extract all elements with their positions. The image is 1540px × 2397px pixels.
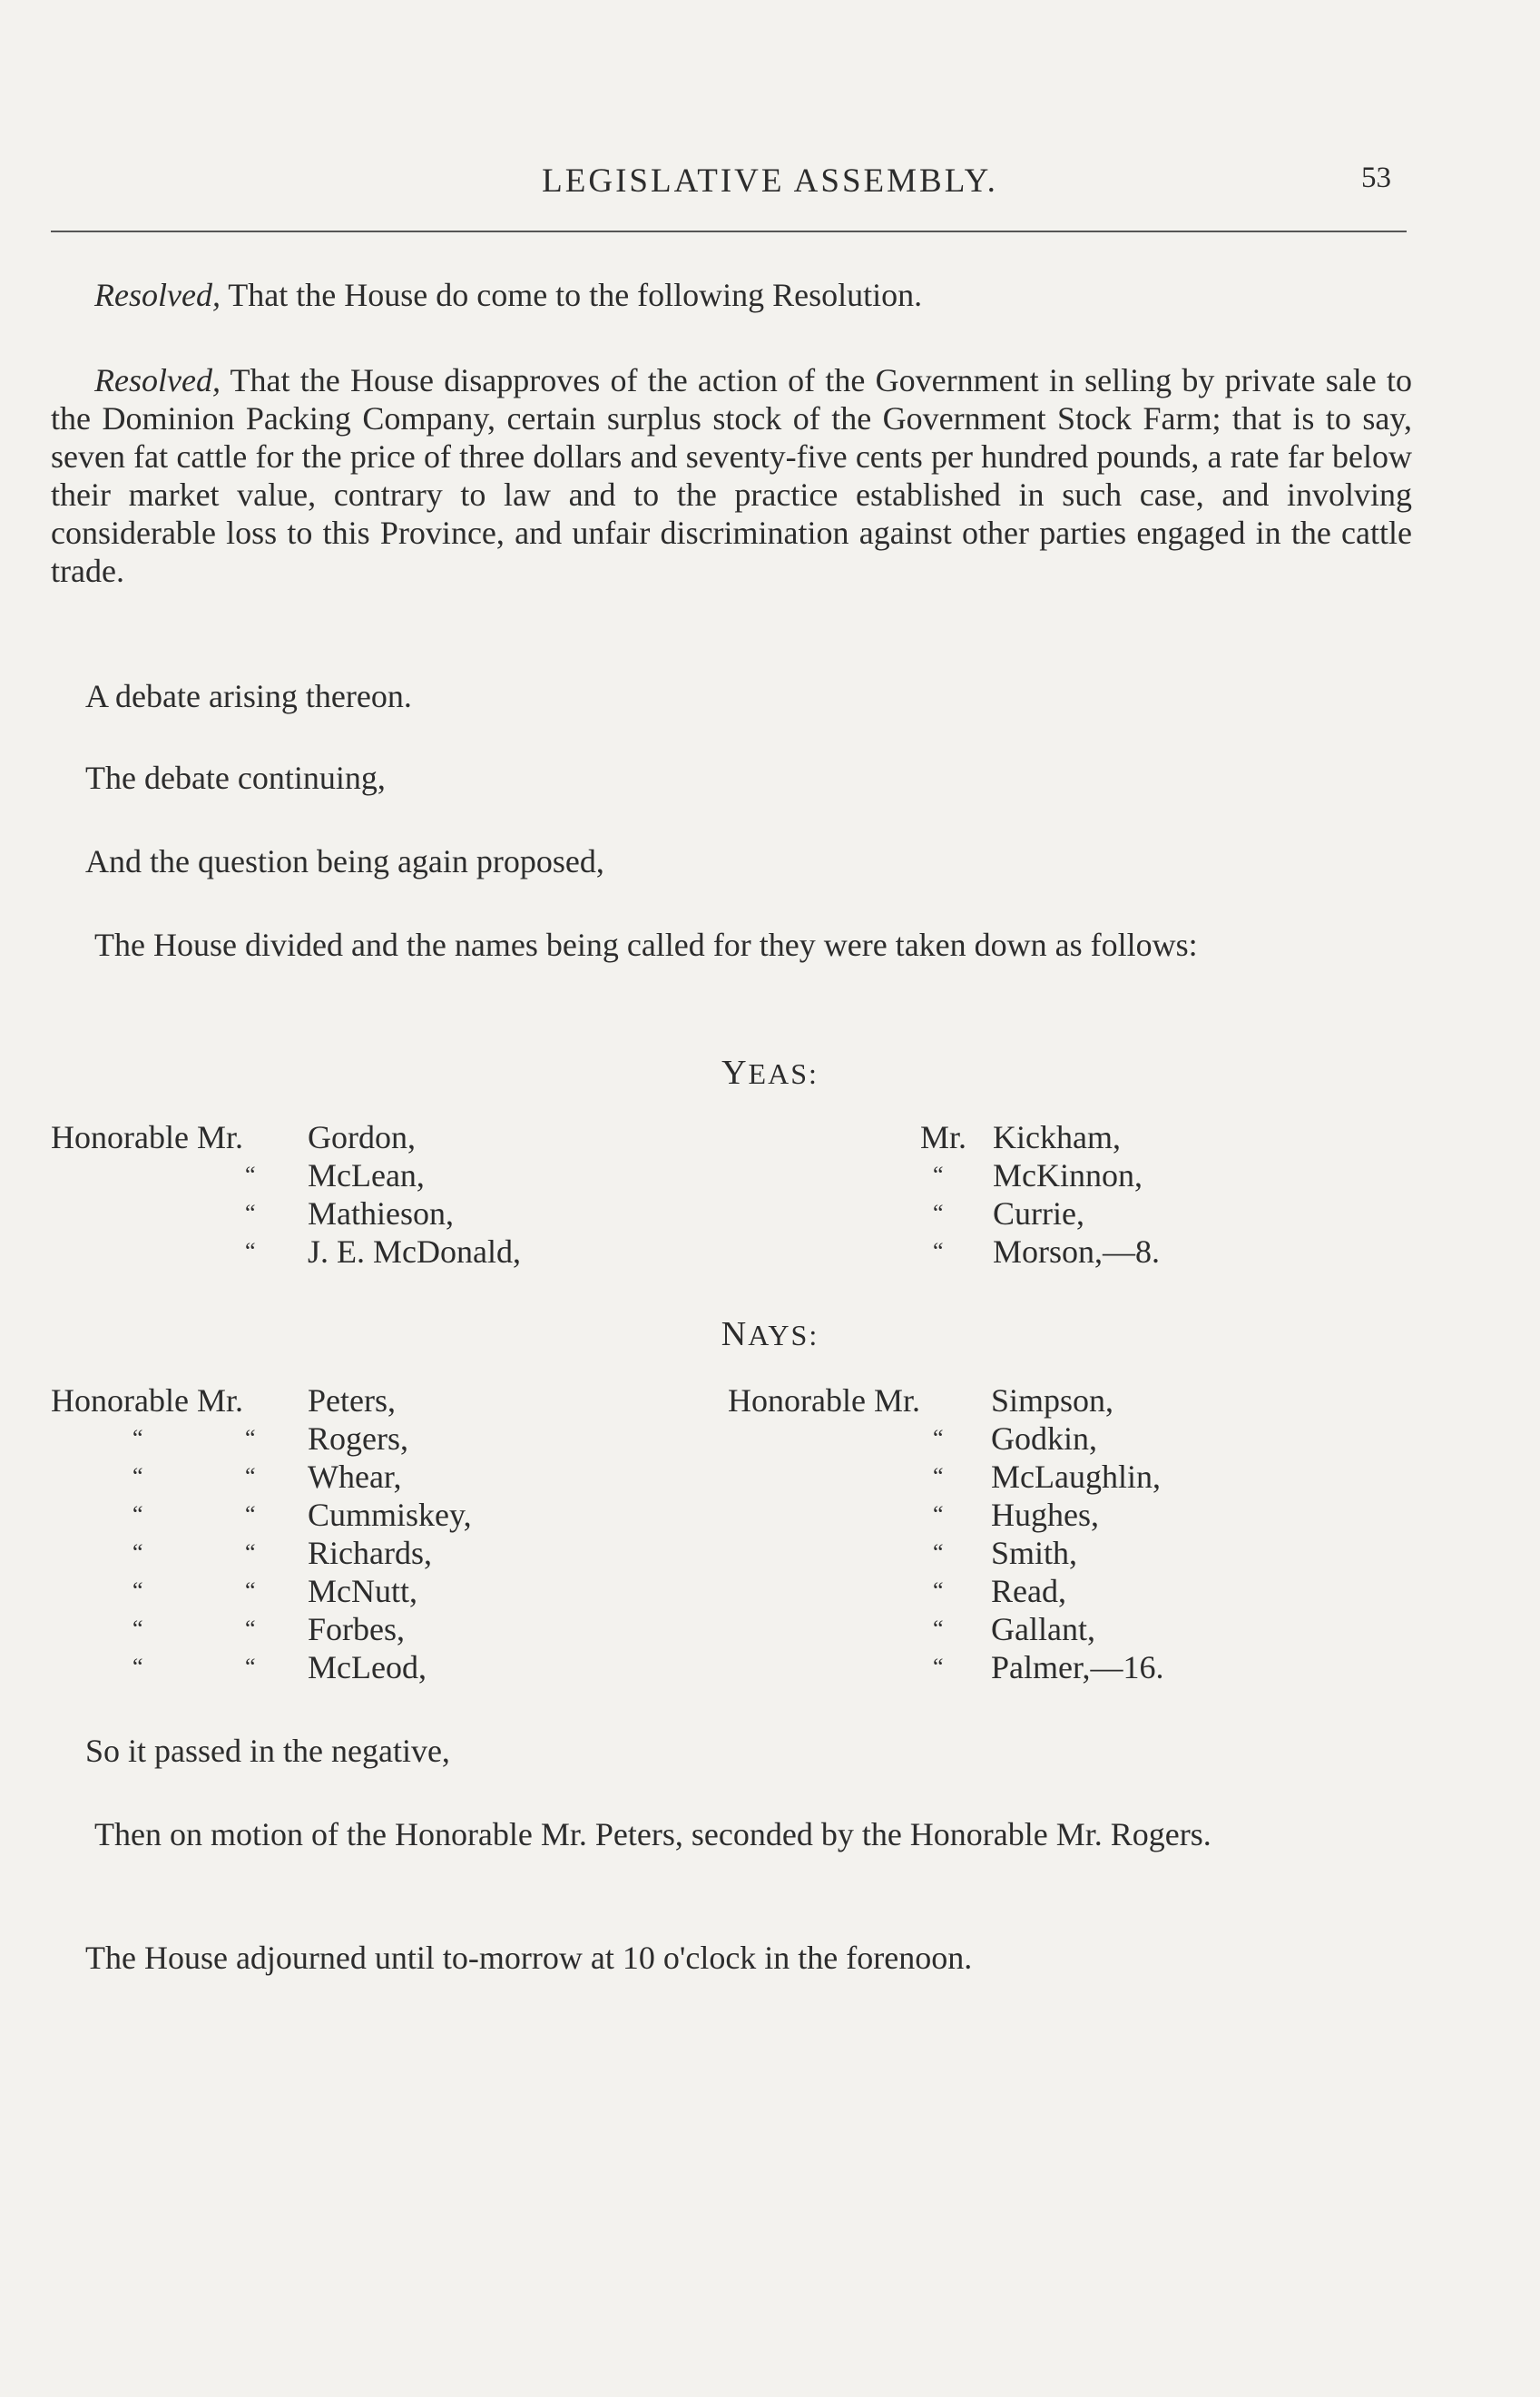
ditto-mark: “ — [132, 1463, 143, 1489]
ditto-mark: “ — [933, 1425, 944, 1451]
adjournment-motion: Then on motion of the Honorable Mr. Peters, seconded by the Honorable Mr. Rogers. — [94, 1816, 1211, 1852]
yeas-heading-rest: EAS: — [748, 1057, 819, 1090]
nays-row — [0, 1458, 1540, 1496]
nays-right-name: Gallant, — [991, 1611, 1095, 1647]
ditto-mark: “ — [132, 1577, 143, 1604]
nays-right-prefix: Honorable Mr. — [728, 1382, 920, 1419]
page-number: 53 — [1361, 162, 1391, 194]
ditto-mark: “ — [933, 1539, 944, 1566]
yeas-right-name: Currie, — [993, 1195, 1084, 1232]
nays-row — [0, 1610, 1540, 1648]
ditto-mark: “ — [933, 1654, 944, 1680]
question-proposed: And the question being again proposed, — [85, 843, 604, 879]
header-rule — [51, 231, 1407, 232]
debate-continuing: The debate continuing, — [85, 760, 386, 796]
nays-right-name: Read, — [991, 1573, 1066, 1609]
yeas-right-name: McKinnon, — [993, 1157, 1143, 1194]
nays-heading-rest: AYS: — [748, 1319, 819, 1351]
yeas-row — [0, 1233, 1540, 1271]
nays-left-name: Whear, — [308, 1459, 402, 1495]
nays-list — [0, 1381, 1540, 1686]
yeas-row — [0, 1118, 1540, 1156]
resolution-intro — [94, 276, 922, 314]
ditto-mark: “ — [933, 1463, 944, 1489]
nays-heading-initial: N — [721, 1315, 749, 1353]
nays-right-name: McLaughlin, — [991, 1459, 1161, 1495]
nays-left-name: McNutt, — [308, 1573, 417, 1609]
division-statement: The House divided and the names being called for they were taken down as follows: — [94, 927, 1198, 963]
resolution-intro-text: That the House do come to the following Resolution. — [220, 277, 923, 313]
nays-left-name: Cummiskey, — [308, 1497, 472, 1533]
yeas-left-name: J. E. McDonald, — [308, 1233, 521, 1270]
nays-left-name: McLeod, — [308, 1649, 427, 1685]
nays-left-name: Peters, — [308, 1382, 396, 1419]
ditto-mark: “ — [245, 1501, 256, 1528]
ditto-mark: “ — [933, 1238, 944, 1264]
debate-arising: A debate arising thereon. — [85, 678, 412, 714]
ditto-mark: “ — [245, 1539, 256, 1566]
ditto-mark: “ — [933, 1616, 944, 1642]
nays-left-name: Forbes, — [308, 1611, 405, 1647]
nays-row — [0, 1381, 1540, 1420]
ditto-mark: “ — [132, 1654, 143, 1680]
nays-left-name: Richards, — [308, 1535, 432, 1571]
nays-right-name: Hughes, — [991, 1497, 1099, 1533]
yeas-row — [0, 1156, 1540, 1194]
nays-row — [0, 1420, 1540, 1458]
resolution-body — [51, 361, 1412, 590]
resolved-lead: Resolved, — [94, 362, 221, 398]
yeas-heading-initial: Y — [721, 1054, 749, 1092]
yeas-left-name: Gordon, — [308, 1119, 416, 1155]
ditto-mark: “ — [245, 1616, 256, 1642]
nays-row — [0, 1496, 1540, 1534]
nays-right-name: Smith, — [991, 1535, 1078, 1571]
yeas-heading — [0, 1053, 1540, 1093]
ditto-mark: “ — [933, 1200, 944, 1226]
ditto-mark: “ — [132, 1501, 143, 1528]
ditto-mark: “ — [245, 1654, 256, 1680]
yeas-row — [0, 1194, 1540, 1233]
yeas-left-prefix: Honorable Mr. — [51, 1119, 243, 1155]
yeas-right-name: Kickham, — [993, 1119, 1121, 1155]
yeas-right-prefix: Mr. — [920, 1119, 967, 1155]
page-header-title: LEGISLATIVE ASSEMBLY. — [542, 162, 998, 200]
resolution-body-text: That the House disapproves of the action of the Government in selling by private sale to the Dominion Packing Company, certain surplus stock of the Government Stock Farm; that is to say, seven fat cattle for the price of three dollars and seventy-five cents per hundred pounds, a rate far below their market value, contrary to law and to the practice established in such case, and involving considerable loss to this Province, and unfair discrimination against other parties engaged in the cattle trade. — [51, 362, 1412, 589]
ditto-mark: “ — [245, 1425, 256, 1451]
ditto-mark: “ — [245, 1577, 256, 1604]
ditto-mark: “ — [245, 1162, 256, 1188]
ditto-mark: “ — [933, 1162, 944, 1188]
nays-right-name: Palmer,—16. — [991, 1649, 1164, 1685]
nays-row — [0, 1648, 1540, 1686]
nays-left-name: Rogers, — [308, 1420, 408, 1457]
yeas-left-name: McLean, — [308, 1157, 425, 1194]
adjournment-statement: The House adjourned until to-morrow at 10 o'clock in the forenoon. — [85, 1940, 973, 1976]
ditto-mark: “ — [132, 1425, 143, 1451]
ditto-mark: “ — [245, 1463, 256, 1489]
ditto-mark: “ — [933, 1577, 944, 1604]
nays-right-name: Simpson, — [991, 1382, 1114, 1419]
nays-heading — [0, 1314, 1540, 1354]
nays-row — [0, 1572, 1540, 1610]
ditto-mark: “ — [245, 1200, 256, 1226]
nays-row — [0, 1534, 1540, 1572]
yeas-right-name: Morson,—8. — [993, 1233, 1161, 1270]
ditto-mark: “ — [245, 1238, 256, 1264]
yeas-list — [0, 1118, 1540, 1271]
nays-right-name: Godkin, — [991, 1420, 1097, 1457]
nays-left-prefix: Honorable Mr. — [51, 1382, 243, 1419]
yeas-left-name: Mathieson, — [308, 1195, 454, 1232]
ditto-mark: “ — [933, 1501, 944, 1528]
negative-result: So it passed in the negative, — [85, 1733, 450, 1769]
ditto-mark: “ — [132, 1539, 143, 1566]
ditto-mark: “ — [132, 1616, 143, 1642]
resolved-lead: Resolved, — [94, 277, 221, 313]
